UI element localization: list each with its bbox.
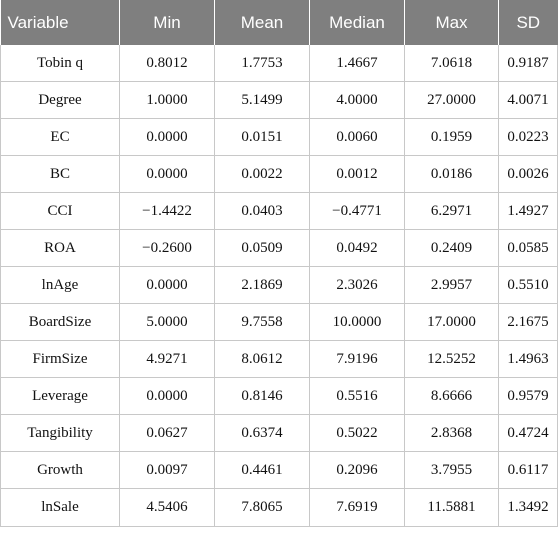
cell-sd: 0.0585 [499,230,558,267]
cell-mean: 5.1499 [215,82,310,119]
cell-median: 2.3026 [310,267,405,304]
cell-max: 3.7955 [405,452,499,489]
cell-max: 12.5252 [405,341,499,378]
cell-min: 0.0000 [120,267,215,304]
cell-min: 0.0000 [120,156,215,193]
cell-mean: 0.0151 [215,119,310,156]
cell-sd: 1.4963 [499,341,558,378]
cell-max: 8.6666 [405,378,499,415]
cell-median: 7.6919 [310,489,405,527]
cell-mean: 8.0612 [215,341,310,378]
cell-mean: 0.4461 [215,452,310,489]
table-row [1,119,558,156]
cell-max: 0.2409 [405,230,499,267]
header-mean: Mean [215,0,310,45]
cell-min: 4.9271 [120,341,215,378]
cell-max: 17.0000 [405,304,499,341]
header-max: Max [405,0,499,45]
table-row [1,267,558,304]
table-row [1,489,558,527]
cell-variable: lnSale [1,489,120,527]
cell-median: 0.2096 [310,452,405,489]
cell-max: 0.1959 [405,119,499,156]
cell-sd: 4.0071 [499,82,558,119]
table-row [1,45,558,82]
cell-min: 5.0000 [120,304,215,341]
cell-mean: 9.7558 [215,304,310,341]
cell-sd: 0.9187 [499,45,558,82]
cell-variable: Tobin q [1,45,120,82]
cell-variable: CCI [1,193,120,230]
cell-median: 10.0000 [310,304,405,341]
table-row [1,156,558,193]
cell-variable: lnAge [1,267,120,304]
cell-mean: 2.1869 [215,267,310,304]
cell-min: 1.0000 [120,82,215,119]
cell-min: 4.5406 [120,489,215,527]
cell-min: 0.8012 [120,45,215,82]
table-row [1,193,558,230]
cell-sd: 1.3492 [499,489,558,527]
cell-mean: 1.7753 [215,45,310,82]
cell-sd: 0.0223 [499,119,558,156]
header-sd: SD [499,0,558,45]
cell-variable: Growth [1,452,120,489]
cell-variable: Tangibility [1,415,120,452]
cell-variable: ROA [1,230,120,267]
cell-median: 0.0492 [310,230,405,267]
cell-variable: BC [1,156,120,193]
cell-mean: 0.0403 [215,193,310,230]
table-row [1,415,558,452]
table-header-row [1,0,558,45]
cell-max: 7.0618 [405,45,499,82]
cell-median: 0.5516 [310,378,405,415]
cell-max: 0.0186 [405,156,499,193]
cell-sd: 2.1675 [499,304,558,341]
cell-sd: 0.6117 [499,452,558,489]
cell-median: 0.5022 [310,415,405,452]
cell-max: 6.2971 [405,193,499,230]
cell-mean: 0.0022 [215,156,310,193]
cell-min: 0.0627 [120,415,215,452]
cell-sd: 0.4724 [499,415,558,452]
table-body [1,45,558,527]
cell-max: 11.5881 [405,489,499,527]
header-variable: Variable [1,0,120,45]
cell-median: 7.9196 [310,341,405,378]
cell-variable: BoardSize [1,304,120,341]
header-min: Min [120,0,215,45]
cell-sd: 0.0026 [499,156,558,193]
cell-max: 27.0000 [405,82,499,119]
table-row [1,82,558,119]
cell-sd: 0.5510 [499,267,558,304]
table-row [1,378,558,415]
cell-min: 0.0097 [120,452,215,489]
cell-mean: 0.8146 [215,378,310,415]
cell-median: 4.0000 [310,82,405,119]
cell-variable: Leverage [1,378,120,415]
table-row [1,452,558,489]
header-median: Median [310,0,405,45]
cell-min: 0.0000 [120,119,215,156]
cell-median: −0.4771 [310,193,405,230]
cell-min: 0.0000 [120,378,215,415]
cell-max: 2.8368 [405,415,499,452]
cell-median: 0.0012 [310,156,405,193]
cell-min: −0.2600 [120,230,215,267]
cell-median: 1.4667 [310,45,405,82]
cell-variable: FirmSize [1,341,120,378]
cell-median: 0.0060 [310,119,405,156]
cell-mean: 7.8065 [215,489,310,527]
cell-sd: 0.9579 [499,378,558,415]
cell-mean: 0.6374 [215,415,310,452]
table-row [1,304,558,341]
table-row [1,230,558,267]
table-row [1,341,558,378]
cell-sd: 1.4927 [499,193,558,230]
cell-mean: 0.0509 [215,230,310,267]
cell-min: −1.4422 [120,193,215,230]
cell-variable: EC [1,119,120,156]
cell-variable: Degree [1,82,120,119]
cell-max: 2.9957 [405,267,499,304]
